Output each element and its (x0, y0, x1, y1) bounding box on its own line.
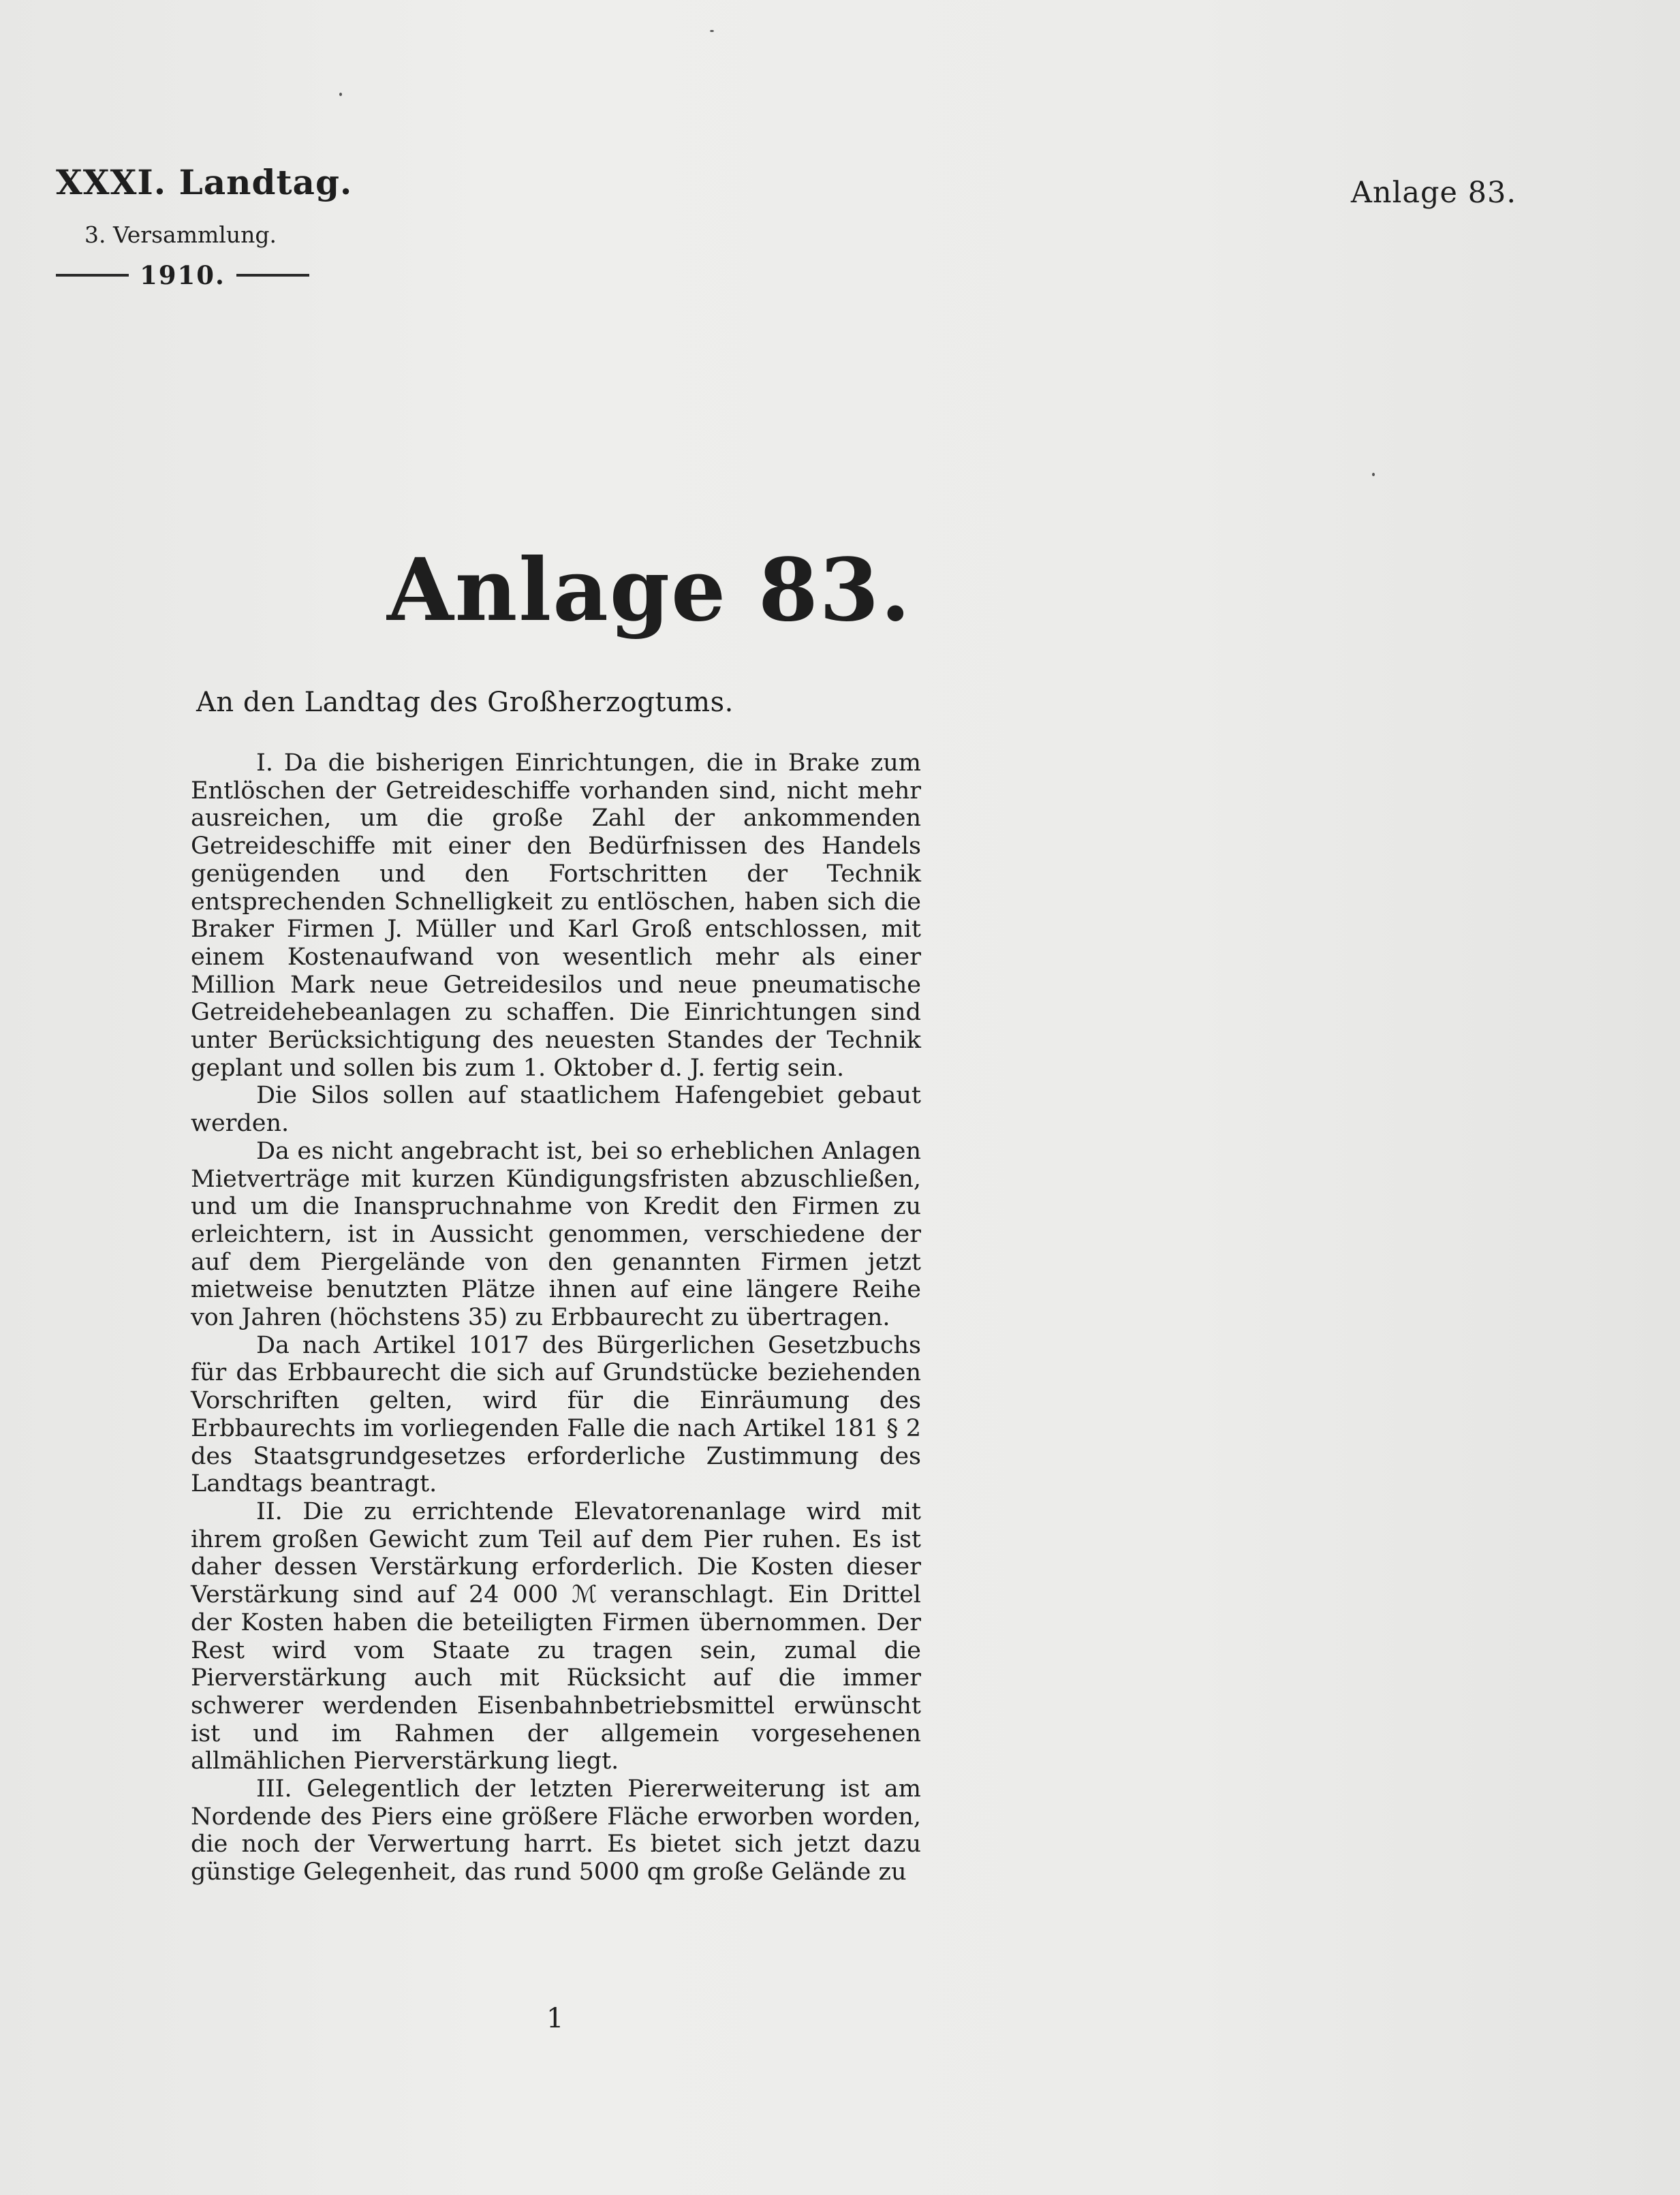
paragraph-2: Die Silos sollen auf staatlichem Hafengebiet gebaut werden. (191, 1082, 921, 1138)
annex-title: Anlage 83. (387, 540, 912, 640)
ink-speck (339, 93, 342, 96)
paragraph-5: II. Die zu errichtende Elevatorenanlage wird mit ihrem großen Gewicht zum Teil auf dem Pier ruhen. Es ist daher dessen Verstärkung erforderlich. Die Kosten dieser Verstärkung sind auf 24 000 ℳ veranschlagt. Ein Drittel der Kosten haben die beteiligten Firmen übernommen. Der Rest wird vom Staate zu tragen sein, zumal die Pierverstärkung auch mit Rücksicht auf die immer schwerer werdenden Eisenbahnbetriebsmittel erwünscht ist und im Rahmen der allgemein vorgesehenen allmählichen Pierverstärkung liegt. (191, 1497, 921, 1775)
right-rule (236, 274, 309, 277)
legislature-heading: XXXI. Landtag. (56, 162, 353, 202)
left-rule (56, 274, 129, 277)
year-line (56, 260, 309, 290)
addressee-line: An den Landtag des Großherzogtums. (196, 687, 734, 718)
ink-speck (1372, 473, 1375, 476)
paragraph-3: Da es nicht angebracht ist, bei so erheblichen Anlagen Mietverträge mit kurzen Kündigungsfristen abzuschließen, und um die Inanspruchnahme von Kredit den Firmen zu erleichtern, ist in Aussicht genommen, verschiedene der auf dem Piergelände von den genannten Firmen jetzt mietweise benutzten Plätze ihnen auf eine längere Reihe von Jahren (höchstens 35) zu Erbbaurecht zu übertragen. (191, 1137, 921, 1332)
body-text (191, 749, 921, 1886)
corner-annex-label: Anlage 83. (1350, 176, 1516, 210)
page-number: 1 (546, 2003, 564, 2034)
year-label: 1910. (140, 260, 225, 290)
paragraph-6: III. Gelegentlich der letzten Piererweiterung ist am Nordende des Piers eine größere Fläche erworben worden, die noch der Verwertung harrt. Es bietet sich jetzt dazu günstige Gelegenheit, das rund 5000 qm große Gelände zu (191, 1775, 921, 1886)
paragraph-1: I. Da die bisherigen Einrichtungen, die in Brake zum Entlöschen der Getreideschiffe vorhanden sind, nicht mehr ausreichen, um die große Zahl der ankommenden Getreideschiffe mit einer den Bedürfnissen des Handels genügenden und den Fortschritten der Technik entsprechenden Schnelligkeit zu entlöschen, haben sich die Braker Firmen J. Müller und Karl Groß entschlossen, mit einem Kostenaufwand von wesentlich mehr als einer Million Mark neue Getreidesilos und neue pneumatische Getreidehebeanlagen zu schaffen. Die Einrichtungen sind unter Berücksichtigung des neuesten Standes der Technik geplant und sollen bis zum 1. Oktober d. J. fertig sein. (191, 749, 921, 1082)
paragraph-4: Da nach Artikel 1017 des Bürgerlichen Gesetzbuchs für das Erbbaurecht die sich auf Grundstücke beziehenden Vorschriften gelten, wird für die Einräumung des Erbbaurechts im vorliegenden Falle die nach Artikel 181 § 2 des Staatsgrundgesetzes erforderliche Zustimmung des Landtags beantragt. (191, 1331, 921, 1498)
ink-speck (710, 30, 714, 32)
assembly-subheading: 3. Versammlung. (84, 221, 277, 248)
